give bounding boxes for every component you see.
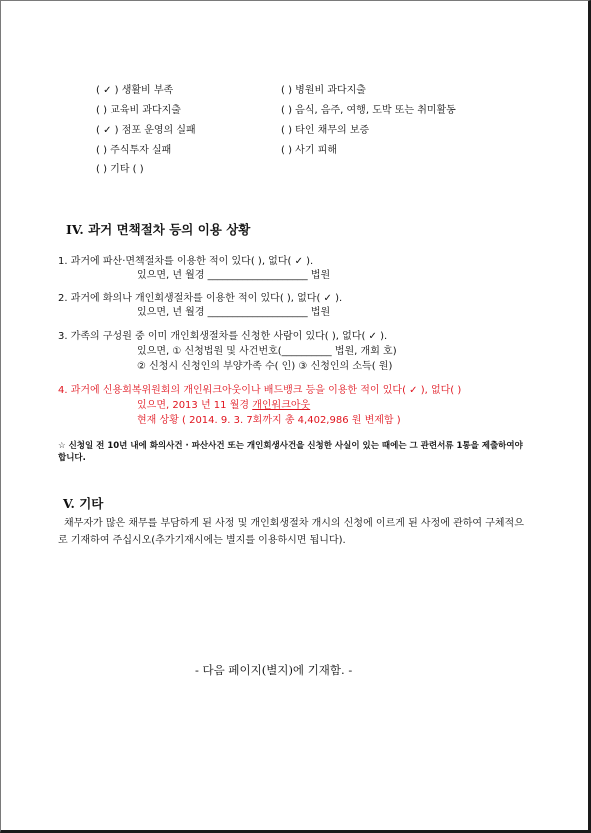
question-4: 4. 과거에 신용회복위원회의 개인워크아웃이나 배드뱅크 등을 이용한 적이 있다( ✓ ), 없다( ) [58, 385, 462, 396]
reason-label: 타인 채무의 보증 [295, 125, 370, 136]
reason-item[interactable] [96, 84, 173, 97]
reason-item[interactable] [96, 144, 171, 157]
check-mark[interactable]: ( ) [96, 145, 107, 156]
reason-label: 점포 운영의 실패 [121, 125, 196, 136]
section-4-title: IV. 과거 면책절차 등의 이용 상황 [66, 222, 251, 237]
check-mark[interactable]: ( ) [96, 105, 107, 116]
check-mark[interactable]: ( ) [96, 164, 107, 175]
section-5-title: V. 기타 [63, 496, 104, 511]
check-mark[interactable]: ( ) [281, 105, 292, 116]
question-3-detail-1: 있으면, ① 신청법원 및 사건번호(__________ 법원, 개회 호) [137, 346, 397, 357]
reason-item[interactable] [281, 124, 369, 137]
reason-label: 사기 피해 [295, 145, 337, 156]
reason-item[interactable] [96, 104, 181, 117]
section-5-body: 채무자가 많은 채무를 부담하게 된 사정 및 개인회생절차 개시의 신청에 이르게 된 사정에 관하여 구체적으로 기재하여 주십시오(추가기재시에는 별지를 이용하시면 됩니다). [58, 518, 524, 546]
reason-label: 음식, 음주, 여행, 도박 또는 취미활동 [295, 105, 456, 116]
section-4-note: ☆ 신청일 전 10년 내에 화의사건 · 파산사건 또는 개인회생사건을 신청한 사실이 있는 때에는 그 관련서류 1통을 제출하여야 합니다. [58, 441, 523, 463]
question-2-detail: 있으면, 년 월경 ____________________ 법원 [137, 307, 331, 318]
question-3-detail-2: ② 신청시 신청인의 부양가족 수( 인) ③ 신청인의 소득( 원) [137, 361, 393, 372]
question-2: 2. 과거에 화의나 개인회생절차를 이용한 적이 있다( ), 없다( ✓ ). [58, 293, 343, 304]
reason-item-other[interactable] [96, 163, 144, 176]
question-4-detail-1 [137, 399, 310, 412]
check-mark[interactable]: ( ✓ ) [96, 85, 119, 96]
reason-item[interactable] [281, 84, 366, 97]
question-4-date: 있으면, 2013 년 11 월경 [137, 400, 253, 411]
check-mark[interactable]: ( ) [281, 85, 292, 96]
reason-label: 교육비 과다지출 [110, 105, 181, 116]
continued-note: - 다음 페이지(별지)에 기재함. - [195, 663, 353, 677]
question-4-detail-2: 현재 상황 ( 2014. 9. 3. 7회까지 총 4,402,986 원 변제함 ) [137, 415, 401, 426]
question-4-program: 개인워크아웃 [252, 400, 311, 411]
reason-label: 주식투자 실패 [110, 145, 172, 156]
question-1-detail: 있으면, 년 월경 ____________________ 법원 [137, 270, 331, 281]
check-mark[interactable]: ( ) [281, 125, 292, 136]
reason-label: 생활비 부족 [121, 85, 174, 96]
check-mark[interactable]: ( ) [281, 145, 292, 156]
reason-label: 기타 ( ) [110, 164, 144, 175]
question-1: 1. 과거에 파산·면책절차를 이용한 적이 있다( ), 없다( ✓ ). [58, 256, 314, 267]
reason-item[interactable] [281, 144, 337, 157]
reason-item[interactable] [281, 104, 456, 117]
reason-label: 병원비 과다지출 [295, 85, 366, 96]
check-mark[interactable]: ( ✓ ) [96, 125, 119, 136]
reason-item[interactable] [96, 124, 196, 137]
question-3: 3. 가족의 구성원 중 이미 개인회생절차를 신청한 사람이 있다( ), 없다( ✓ ). [58, 331, 388, 342]
